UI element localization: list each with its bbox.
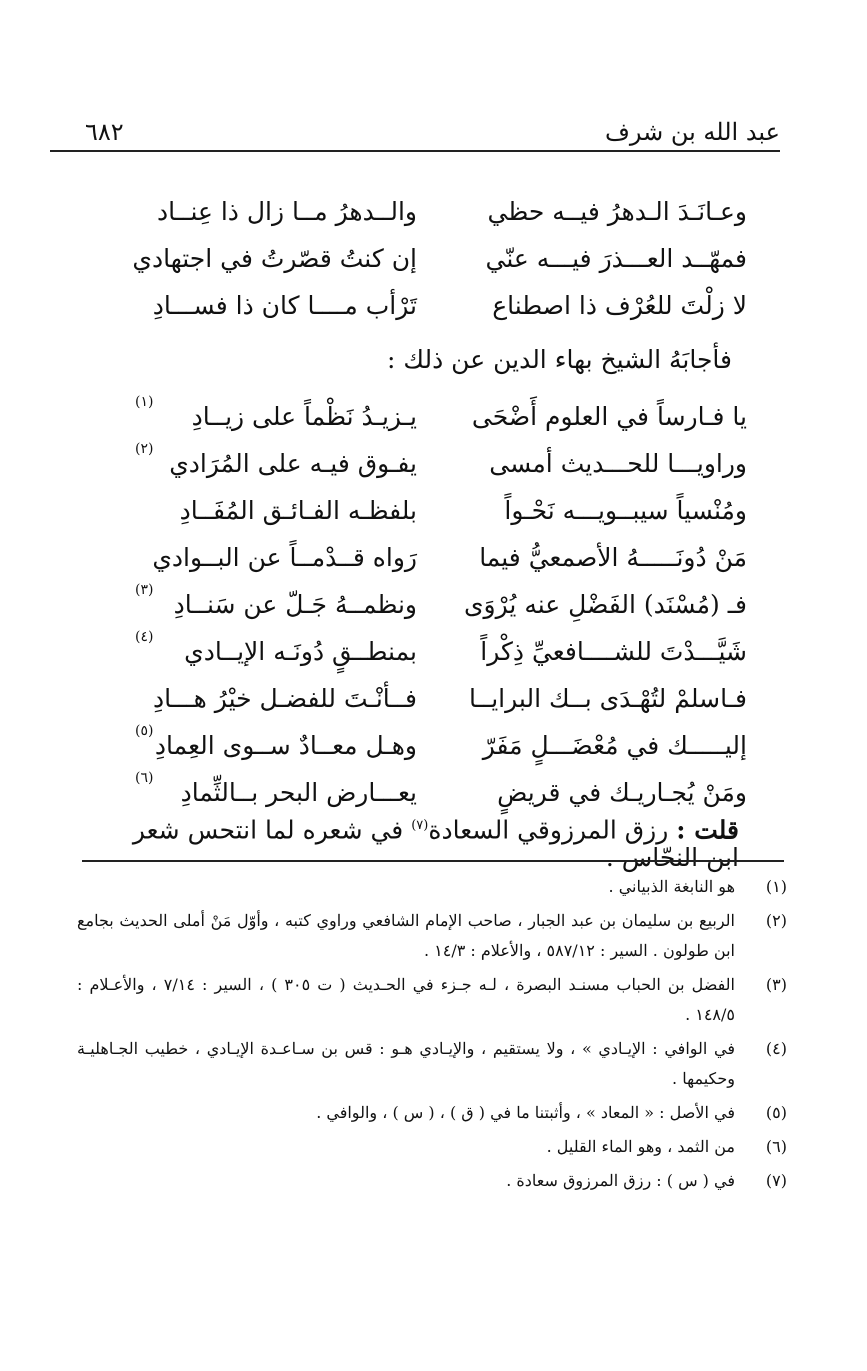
poem-main — [127, 394, 747, 823]
footnote-marker: (٦) — [135, 770, 154, 786]
verse-second-hemistich: والــدهرُ مــا زال ذا عِنــاد — [157, 197, 417, 226]
verse-second-hemistich: يفـوق فيـه على المُرَادي — [169, 449, 417, 478]
author-remark — [119, 812, 739, 872]
verse-line — [127, 541, 747, 588]
footnote — [77, 1132, 787, 1162]
footnote-text: في الوافي : الإيـادي » ، ولا يستقيم ، والإيـادي هـو : قس بن سـاعـدة الإيـادي ، خطيب الجـاهليـة وحكيمها . — [77, 1039, 735, 1088]
footnote-text: هو النابغة الذبياني . — [608, 877, 735, 896]
verse-second-hemistich: فــأنْـتَ للفضـل خيْرُ هـــادِ — [152, 684, 417, 713]
page-number: ٦٨٢ — [85, 118, 124, 146]
remark-text: رزق المرزوقي السعادة — [428, 815, 669, 845]
verse-first-hemistich: لا زلْتَ للعُرْف ذا اصطناع — [492, 291, 747, 320]
verse-first-hemistich: يا فـارساً في العلوم أَضْحَى — [471, 402, 747, 431]
verse-second-hemistich: رَواه قــدْمــاً عن البــوادي — [152, 543, 417, 572]
verse-second-hemistich: إن كنتُ قصّرتُ في اجتهادي — [132, 244, 417, 273]
footnote-number: (٣) — [765, 975, 787, 994]
verse-first-hemistich: شَيَّـــدْتَ للشــــافعيِّ ذِكْراً — [480, 637, 747, 666]
footnote-text: من الثمد ، وهو الماء القليل . — [546, 1137, 735, 1156]
remark-text-continued: في شعره لما انتحس شعر ابن النحّاس . — [132, 815, 739, 873]
verse-second-hemistich: تَرْأب مــــا كان ذا فســـادِ — [152, 291, 417, 320]
verse-second-hemistich: بلفظـه الفـائـق المُفَــادِ — [179, 496, 417, 525]
verse-line — [127, 242, 747, 289]
footnote-number: (٦) — [765, 1137, 787, 1156]
footnote-text: الربيع بن سليمان بن عبد الجبار ، صاحب الإمام الشافعي وراوي كتبه ، وأوّل مَنْ أملى الحديث بجامع ابن طولون . السير : ٥٨٧/١٢ ، والأعلام : ١٤/٣ . — [77, 911, 735, 960]
footnote-text: في ( س ) : رزق المرزوق سعادة . — [506, 1171, 735, 1190]
footnote-marker: (١) — [135, 394, 154, 410]
footnote-number: (١) — [765, 877, 787, 896]
footnote-divider — [82, 860, 784, 862]
verse-line — [127, 629, 747, 682]
verse-first-hemistich: وراويـــا للحـــديث أمسى — [489, 449, 747, 478]
footnote — [77, 906, 787, 966]
verse-first-hemistich: ومُنْسياً سيبــويـــه نَحْـواً — [504, 496, 747, 525]
running-header — [50, 110, 780, 152]
verse-first-hemistich: فـ (مُسْنَد) الفَضْلِ عنه يُرْوَى — [463, 590, 747, 619]
footnote-marker: (٤) — [135, 629, 154, 645]
footnotes — [77, 872, 787, 1196]
footnote-marker: (٧) — [411, 818, 429, 833]
footnote-marker: (٥) — [135, 723, 154, 739]
poem-top — [127, 195, 747, 336]
footnote-number: (٥) — [765, 1103, 787, 1122]
verse-first-hemistich: وعـانَـدَ الـدهرُ فيــه حظي — [487, 197, 747, 226]
verse-line — [127, 682, 747, 729]
verse-line — [127, 582, 747, 635]
verse-line — [127, 441, 747, 494]
verse-first-hemistich: إليـــــك في مُعْضَـــلٍ مَفَرّ — [482, 731, 747, 760]
footnote-marker: (٢) — [135, 441, 154, 457]
footnote-text: الفضل بن الحباب مسنـد البصرة ، لـه جـزء في الحـديث ( ت ٣٠٥ ) ، السير : ٧/١٤ ، والأعـلام : ١٤٨/٥ . — [77, 975, 736, 1024]
verse-second-hemistich: يـزيـدُ نَظْماً على زيــادِ — [191, 402, 417, 431]
footnote — [77, 872, 787, 902]
verse-line — [127, 494, 747, 541]
footnote — [77, 1034, 787, 1094]
verse-second-hemistich: يعـــارض البحر بــالثِّمادِ — [180, 778, 417, 807]
verse-second-hemistich: بمنطــقٍ دُونَـه الإيــادي — [184, 637, 417, 666]
verse-line — [127, 195, 747, 242]
footnote — [77, 970, 787, 1030]
verse-second-hemistich: وهـل معــادٌ ســوى العِمادِ — [154, 731, 417, 760]
footnote-number: (٧) — [765, 1171, 787, 1190]
verse-first-hemistich: فمهّــد العـــذرَ فيـــه عنّي — [485, 244, 747, 273]
verse-first-hemistich: مَنْ دُونَـــــهُ الأصمعيُّ فيما — [479, 543, 747, 572]
footnote — [77, 1166, 787, 1196]
running-head-author: عبد الله بن شرف — [604, 118, 780, 146]
verse-first-hemistich: ومَنْ يُجـاريـك في قريضٍ — [497, 778, 747, 807]
remark-lead: قلت : — [676, 815, 739, 845]
footnote-number: (٢) — [765, 911, 787, 930]
verse-second-hemistich: ونظمــهُ جَـلّ عن سَنــادِ — [173, 590, 417, 619]
verse-first-hemistich: فـاسلمْ لتُهْـدَى بــك البرايــا — [468, 684, 747, 713]
verse-line — [127, 723, 747, 776]
verse-line — [127, 289, 747, 336]
footnote — [77, 1098, 787, 1128]
footnote-marker: (٣) — [135, 582, 154, 598]
verse-line — [127, 394, 747, 447]
footnote-number: (٤) — [765, 1039, 787, 1058]
intro-line: فأجابَهُ الشيخ بهاء الدين عن ذلك : — [387, 345, 732, 374]
footnote-text: في الأصل : « المعاد » ، وأثبتنا ما في ( ق ) ، ( س ) ، والوافي . — [316, 1103, 735, 1122]
